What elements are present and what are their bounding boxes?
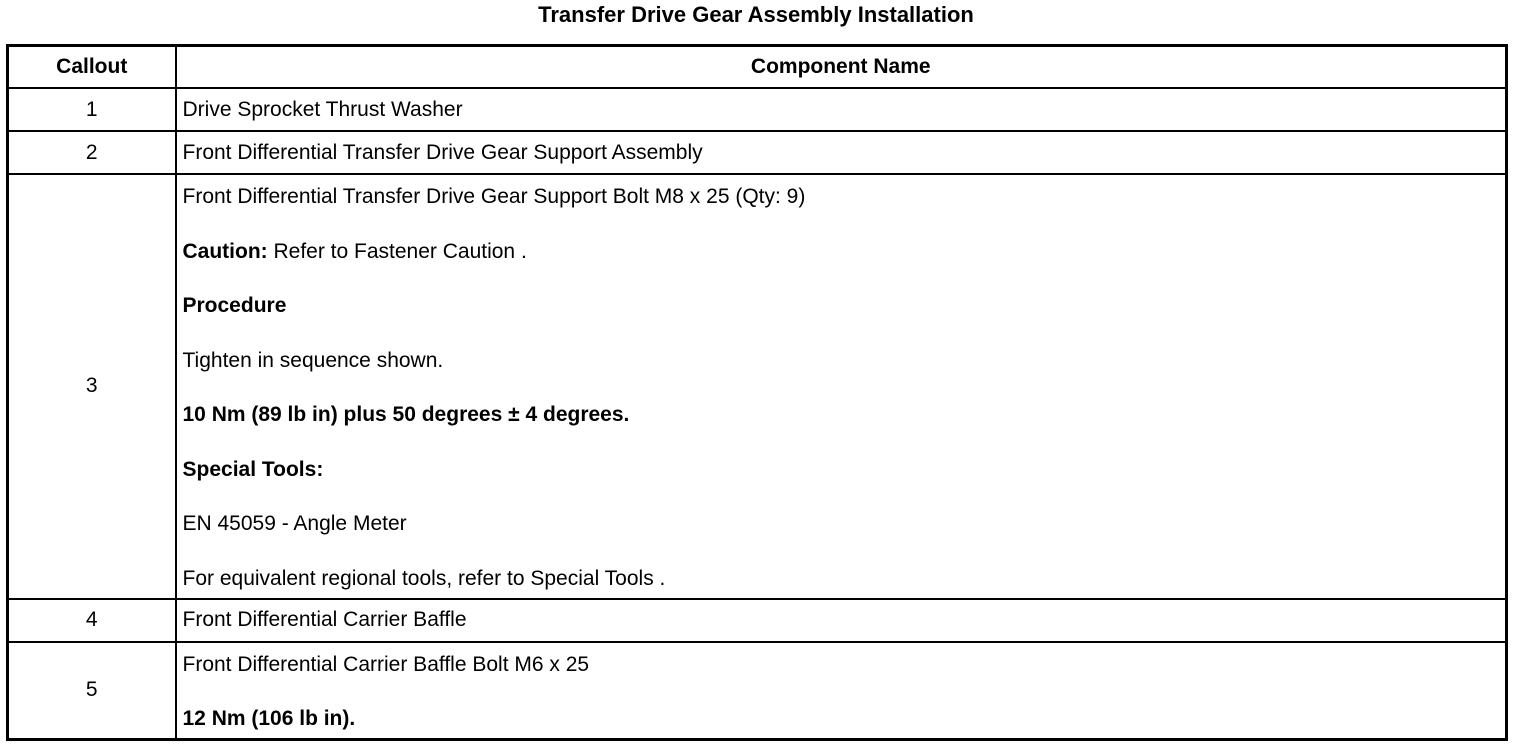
caution-label: Caution: [182,239,268,263]
component-name-cell: Front Differential Transfer Drive Gear Support Assembly [176,131,1507,174]
table-header-row [8,46,1507,89]
document-title: Transfer Drive Gear Assembly Installation [538,2,974,27]
component-name-column-header: Component Name [176,46,1507,89]
component-name-cell [176,642,1507,740]
torque-spec: 10 Nm (89 lb in) plus 50 degrees ± 4 degrees. [182,403,630,426]
caution-note [183,238,1506,265]
component-table [6,44,1508,741]
callout-cell: 1 [8,88,176,131]
procedure-text: Tighten in sequence shown. [182,348,444,372]
table-row [8,131,1507,174]
component-name-cell: Front Differential Carrier Baffle [176,599,1507,642]
special-tools-note: For equivalent regional tools, refer to Special Tools . [182,566,666,590]
procedure-heading: Procedure [182,294,287,317]
table-row [8,88,1507,131]
callout-column-header: Callout [8,46,176,89]
table-row [8,642,1507,740]
caution-text: Refer to Fastener Caution . [267,239,527,263]
component-name-cell [176,174,1507,599]
special-tool-item: EN 45059 - Angle Meter [182,512,407,535]
torque-spec: 12 Nm (106 lb in). [182,707,356,730]
special-tools-heading: Special Tools: [182,457,324,481]
component-name-text: Front Differential Transfer Drive Gear Support Bolt M8 x 25 (Qty: 9) [182,185,806,208]
callout-cell: 4 [8,599,176,642]
component-name-text: Front Differential Carrier Baffle Bolt M6 x 25 [182,652,590,676]
component-name-cell: Drive Sprocket Thrust Washer [176,88,1507,131]
table-row [8,599,1507,642]
callout-cell: 2 [8,131,176,174]
table-row [8,174,1507,599]
callout-cell: 3 [8,174,176,599]
callout-cell: 5 [8,642,176,740]
